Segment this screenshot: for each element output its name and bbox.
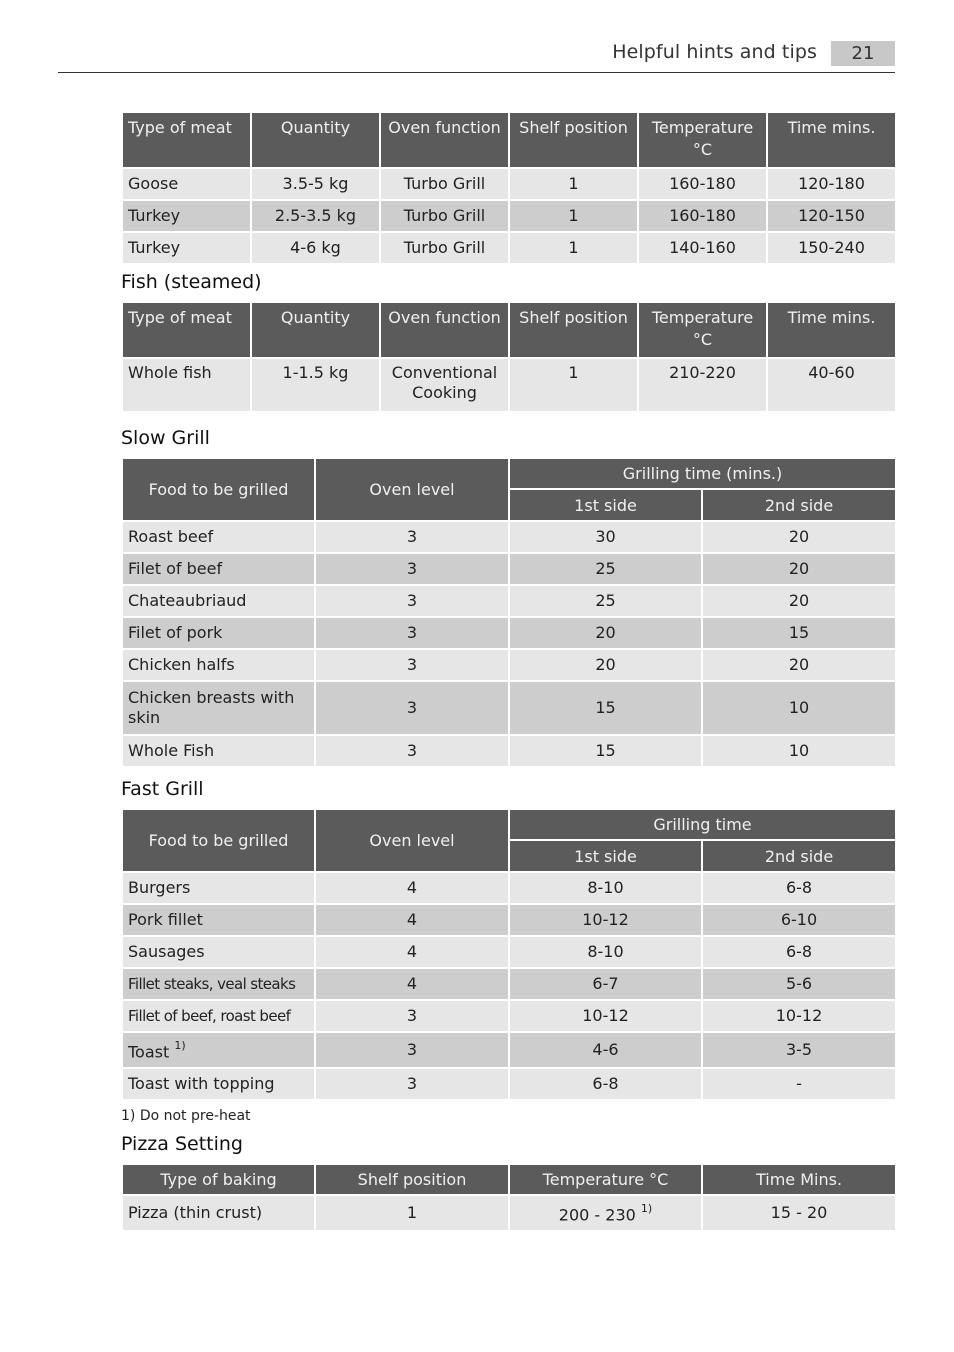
- table-cell: 20: [702, 553, 896, 585]
- table-cell: Filet of beef: [122, 553, 315, 585]
- column-header: 1st side: [509, 489, 702, 521]
- column-header: Quantity: [251, 302, 380, 358]
- table-cell: 3: [315, 585, 509, 617]
- table-cell: 1: [509, 168, 638, 200]
- table-cell: Toast with topping: [122, 1068, 315, 1100]
- table-row: [122, 936, 896, 968]
- table-cell: Pizza (thin crust): [122, 1195, 315, 1231]
- column-header: Time Mins.: [702, 1164, 896, 1195]
- column-header: Type of meat: [122, 112, 251, 168]
- cell-text: 200 - 230: [558, 1205, 636, 1225]
- table-row: [122, 585, 896, 617]
- column-header: Type of baking: [122, 1164, 315, 1195]
- table-cell: 20: [509, 617, 702, 649]
- section-title-pizza: Pizza Setting: [121, 1133, 243, 1155]
- table-cell: 3: [315, 681, 509, 735]
- footnote: 1) Do not pre-heat: [121, 1108, 251, 1124]
- table-cell: 3: [315, 553, 509, 585]
- table-cell: 140-160: [638, 232, 767, 264]
- table-cell: 40-60: [767, 358, 896, 412]
- table-cell: 15: [702, 617, 896, 649]
- table-cell: 10: [702, 681, 896, 735]
- meat-table: [121, 111, 897, 265]
- table-cell: Chicken halfs: [122, 649, 315, 681]
- table-cell: 5-6: [702, 968, 896, 1000]
- table-row: [122, 872, 896, 904]
- column-header: Oven function: [380, 112, 509, 168]
- table-cell: Chicken breasts with skin: [122, 681, 315, 735]
- table-cell: Whole fish: [122, 358, 251, 412]
- table-cell: Filet of pork: [122, 617, 315, 649]
- column-header: Temperature °C: [638, 112, 767, 168]
- table-cell: 6-8: [509, 1068, 702, 1100]
- table-cell: 3: [315, 1032, 509, 1068]
- table-cell: 20: [702, 585, 896, 617]
- table-cell: 15: [509, 735, 702, 767]
- table-cell: 210-220: [638, 358, 767, 412]
- table-row: [122, 1000, 896, 1032]
- table-row: [122, 681, 896, 735]
- table-cell: 3.5-5 kg: [251, 168, 380, 200]
- table-cell: Turbo Grill: [380, 168, 509, 200]
- table-cell: Turkey: [122, 232, 251, 264]
- table-cell: 1: [509, 358, 638, 412]
- table-cell: 3: [315, 1068, 509, 1100]
- table-cell: 3: [315, 521, 509, 553]
- column-header: Temperature °C: [509, 1164, 702, 1195]
- table-cell: 4-6 kg: [251, 232, 380, 264]
- table-cell: 4: [315, 936, 509, 968]
- table-cell: 160-180: [638, 168, 767, 200]
- page-number: 21: [831, 41, 895, 66]
- column-header: 2nd side: [702, 489, 896, 521]
- table-row: [122, 968, 896, 1000]
- table-cell: 4: [315, 904, 509, 936]
- table-row: [122, 168, 896, 200]
- table-cell: 1: [315, 1195, 509, 1231]
- table-cell: 6-8: [702, 936, 896, 968]
- table-cell: Burgers: [122, 872, 315, 904]
- table-cell: 150-240: [767, 232, 896, 264]
- header-title: Helpful hints and tips: [612, 41, 817, 63]
- table-row: [122, 735, 896, 767]
- column-header: Time mins.: [767, 112, 896, 168]
- table-cell: Fillet of beef, roast beef: [122, 1000, 315, 1032]
- table-cell: 120-180: [767, 168, 896, 200]
- table-row: [122, 904, 896, 936]
- table-cell: 6-10: [702, 904, 896, 936]
- table-cell: 3: [315, 617, 509, 649]
- footnote-mark: 1): [174, 1038, 186, 1052]
- table-cell: 15: [509, 681, 702, 735]
- table-cell: 25: [509, 585, 702, 617]
- table-row: [122, 521, 896, 553]
- table-row: [122, 1068, 896, 1100]
- section-title-slow-grill: Slow Grill: [121, 427, 210, 449]
- column-header: Shelf position: [315, 1164, 509, 1195]
- table-row: [122, 553, 896, 585]
- table-cell: 1: [509, 232, 638, 264]
- column-group-header: Grilling time (mins.): [509, 458, 896, 489]
- table-cell: 1: [509, 200, 638, 232]
- pizza-table: [121, 1163, 897, 1232]
- column-header: Type of meat: [122, 302, 251, 358]
- table-cell: Conventional Cooking: [380, 358, 509, 412]
- table-cell: [509, 1195, 702, 1231]
- table-cell: Chateaubriaud: [122, 585, 315, 617]
- table-cell: 25: [509, 553, 702, 585]
- table-row: [122, 1195, 896, 1231]
- table-row: [122, 1032, 896, 1068]
- table-cell: Whole Fish: [122, 735, 315, 767]
- table-row: [122, 358, 896, 412]
- table-row: [122, 617, 896, 649]
- slow-grill-table: [121, 457, 897, 768]
- column-group-header: Grilling time: [509, 809, 896, 840]
- table-cell: 4: [315, 872, 509, 904]
- table-cell: 8-10: [509, 872, 702, 904]
- column-header: Food to be grilled: [122, 458, 315, 521]
- table-cell: [122, 1032, 315, 1068]
- column-header: Oven level: [315, 809, 509, 872]
- table-cell: 20: [702, 521, 896, 553]
- table-cell: 10: [702, 735, 896, 767]
- table-cell: 160-180: [638, 200, 767, 232]
- table-cell: 2.5-3.5 kg: [251, 200, 380, 232]
- table-cell: 10-12: [509, 1000, 702, 1032]
- table-cell: Roast beef: [122, 521, 315, 553]
- table-cell: Turkey: [122, 200, 251, 232]
- column-header: Oven level: [315, 458, 509, 521]
- column-header: 2nd side: [702, 840, 896, 872]
- fish-table: [121, 301, 897, 413]
- table-cell: Pork fillet: [122, 904, 315, 936]
- table-cell: 10-12: [702, 1000, 896, 1032]
- table-cell: Turbo Grill: [380, 232, 509, 264]
- table-cell: 10-12: [509, 904, 702, 936]
- section-title-fish: Fish (steamed): [121, 271, 262, 293]
- table-cell: 8-10: [509, 936, 702, 968]
- column-header: Food to be grilled: [122, 809, 315, 872]
- table-cell: Turbo Grill: [380, 200, 509, 232]
- table-cell: 6-8: [702, 872, 896, 904]
- table-cell: 1-1.5 kg: [251, 358, 380, 412]
- table-cell: 4: [315, 968, 509, 1000]
- table-row: [122, 649, 896, 681]
- footnote-mark: 1): [640, 1201, 653, 1215]
- table-cell: 3-5: [702, 1032, 896, 1068]
- column-header: Oven function: [380, 302, 509, 358]
- column-header: 1st side: [509, 840, 702, 872]
- column-header: Temperature °C: [638, 302, 767, 358]
- table-cell: 120-150: [767, 200, 896, 232]
- table-cell: 6-7: [509, 968, 702, 1000]
- table-row: [122, 232, 896, 264]
- table-cell: Fillet steaks, veal steaks: [122, 968, 315, 1000]
- table-cell: Sausages: [122, 936, 315, 968]
- table-cell: Goose: [122, 168, 251, 200]
- table-cell: 3: [315, 1000, 509, 1032]
- table-cell: 15 - 20: [702, 1195, 896, 1231]
- table-cell: 20: [702, 649, 896, 681]
- section-title-fast-grill: Fast Grill: [121, 778, 204, 800]
- column-header: Shelf position: [509, 302, 638, 358]
- table-cell: -: [702, 1068, 896, 1100]
- table-cell: 20: [509, 649, 702, 681]
- page-header: [58, 40, 895, 73]
- cell-text: Toast: [128, 1042, 170, 1062]
- table-cell: 3: [315, 735, 509, 767]
- column-header: Quantity: [251, 112, 380, 168]
- page-content: [121, 111, 895, 1232]
- column-header: Time mins.: [767, 302, 896, 358]
- fast-grill-table: [121, 808, 897, 1101]
- table-row: [122, 200, 896, 232]
- column-header: Shelf position: [509, 112, 638, 168]
- table-cell: 4-6: [509, 1032, 702, 1068]
- table-cell: 3: [315, 649, 509, 681]
- table-cell: 30: [509, 521, 702, 553]
